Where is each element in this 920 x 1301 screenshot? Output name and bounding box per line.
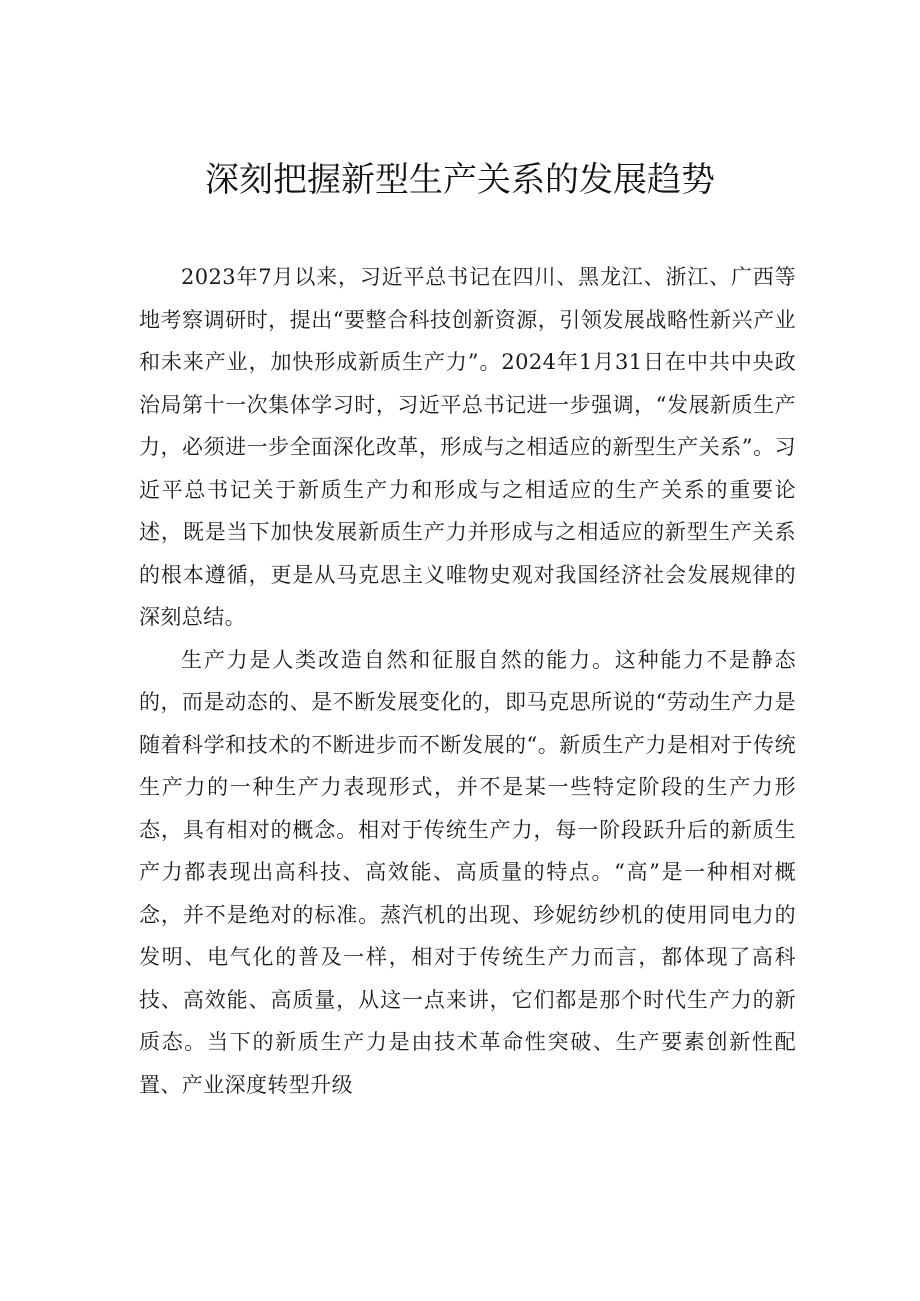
document-title: 深刻把握新型生产关系的发展趋势 [205,160,715,200]
paragraph-2: 生产力是人类改造自然和征服自然的能力。这种能力不是静态的，而是动态的、是不断发展变化的，即马克思所说的“劳动生产力是随着科学和技术的不断进步而不断发展的“。新质生产力是相对于传统生产力的一种生产力表现形式，并不是某一些特定阶段的生产力形态，具有相对的概念。相对于传统生产力，每一阶段跃升后的新质生产力都表现出高科技、高效能、高质量的特点。“高”是一种相对概念，并不是绝对的标准。蒸汽机的出现、珍妮纺纱机的使用同电力的发明、电气化的普及一样，相对于传统生产力而言，都体现了高科技、高效能、高质量，从这一点来讲，它们都是那个时代生产力的新质态。当下的新质生产力是由技术革命性突破、生产要素创新性配置、产业深度转型升级 [139,647,796,1097]
document-body [139,256,796,1106]
paragraph-1: 2023年7月以来，习近平总书记在四川、黑龙江、浙江、广西等地考察调研时，提出“要整合科技创新资源，引领发展战略性新兴产业和未来产业，加快形成新质生产力”。2024年1月31日在中共中央政治局第十一次集体学习时，习近平总书记进一步强调，“发展新质生产力，必须进一步全面深化改革，形成与之相适应的新型生产关系”。习近平总书记关于新质生产力和形成与之相适应的生产关系的重要论述，既是当下加快发展新质生产力并形成与之相适应的新型生产关系的根本遵循，更是从马克思主义唯物史观对我国经济社会发展规律的深刻总结。 [139,265,796,629]
